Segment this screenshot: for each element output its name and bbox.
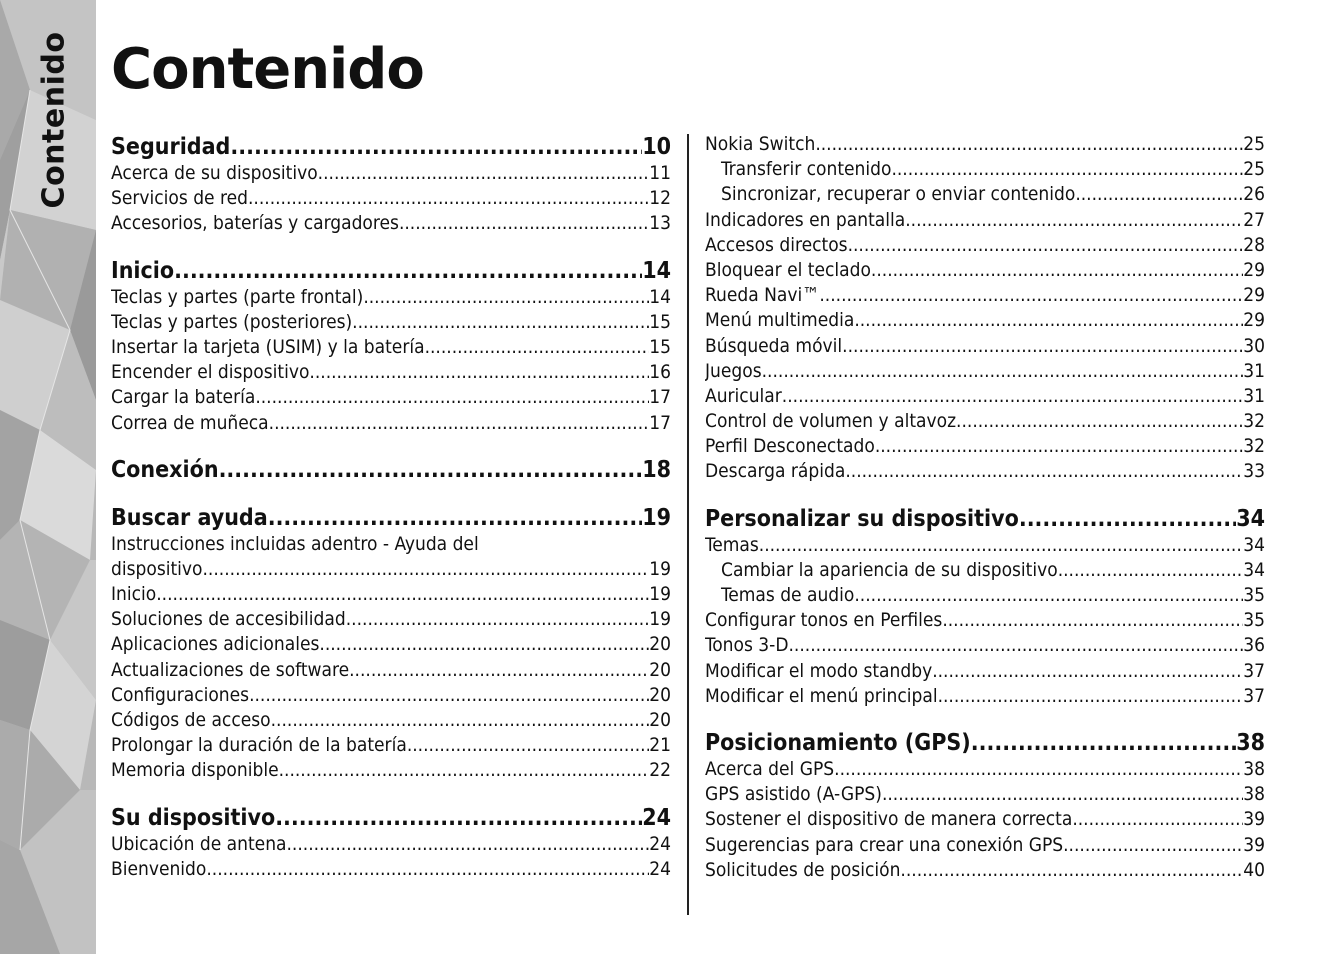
toc-entry[interactable] xyxy=(111,632,671,657)
toc-entry-title: Ubicación de antena xyxy=(111,832,287,855)
dot-leader xyxy=(206,857,649,882)
toc-entry[interactable] xyxy=(111,310,671,335)
toc-entry[interactable] xyxy=(111,385,671,410)
toc-entry[interactable] xyxy=(111,758,671,783)
toc-page-number: 25 xyxy=(1243,158,1265,181)
toc-entry-title: Solicitudes de posición xyxy=(705,858,901,881)
dot-leader xyxy=(762,359,1244,384)
dot-leader xyxy=(789,633,1244,658)
toc-entry[interactable] xyxy=(111,733,671,758)
toc-page-number: 38 xyxy=(1243,757,1265,780)
dot-leader xyxy=(942,608,1243,633)
toc-subentry[interactable] xyxy=(705,558,1265,583)
toc-page-number: 34 xyxy=(1243,533,1265,556)
toc-entry-title: Control de volumen y altavoz xyxy=(705,410,957,433)
toc-entry[interactable] xyxy=(705,132,1265,157)
toc-entry-title: Modificar el modo standby xyxy=(705,659,933,682)
toc-page-number: 32 xyxy=(1243,410,1265,433)
toc-subentry[interactable] xyxy=(705,157,1265,182)
toc-entry-title: Actualizaciones de software xyxy=(111,658,350,681)
toc-page-number: 24 xyxy=(649,857,671,880)
toc-page-number: 30 xyxy=(1243,334,1265,357)
dot-leader xyxy=(882,782,1243,807)
toc-right-column xyxy=(705,132,1265,883)
dot-leader xyxy=(871,258,1243,283)
toc-page-number: 34 xyxy=(1236,505,1265,532)
toc-page-number: 27 xyxy=(1243,208,1265,231)
dot-leader xyxy=(815,132,1243,157)
toc-page-number: 19 xyxy=(649,608,671,631)
toc-page-number: 20 xyxy=(649,658,671,681)
dot-leader xyxy=(156,582,649,607)
toc-left-column xyxy=(111,132,671,882)
toc-entry[interactable] xyxy=(705,384,1265,409)
toc-page-number: 35 xyxy=(1243,584,1265,606)
dot-leader xyxy=(854,583,1243,608)
toc-entry-title: Posicionamiento (GPS) xyxy=(705,729,971,756)
toc-entry[interactable] xyxy=(705,533,1265,558)
toc-entry[interactable] xyxy=(111,708,671,733)
dot-leader xyxy=(1075,182,1243,207)
toc-entry-title: Cargar la batería xyxy=(111,386,256,409)
toc-page-number: 39 xyxy=(1243,808,1265,831)
toc-page-number: 20 xyxy=(649,709,671,731)
dot-leader xyxy=(269,411,650,436)
toc-entry-title: Bienvenido xyxy=(111,857,207,880)
toc-entry-title: Aplicaciones adicionales xyxy=(111,633,320,656)
dot-leader xyxy=(352,310,649,335)
dot-leader xyxy=(268,504,643,532)
toc-page-number: 22 xyxy=(649,759,671,782)
toc-section-heading[interactable] xyxy=(111,133,671,161)
toc-entry[interactable] xyxy=(111,161,671,186)
toc-entry[interactable] xyxy=(705,208,1265,233)
dot-leader xyxy=(845,459,1243,484)
toc-page-number: 35 xyxy=(1243,609,1265,632)
toc-page-number: 17 xyxy=(649,411,671,434)
toc-page-number: 15 xyxy=(649,310,671,333)
toc-entry[interactable] xyxy=(705,684,1265,709)
toc-entry-title: Temas xyxy=(705,533,759,556)
dot-leader xyxy=(309,360,649,385)
toc-page-number: 19 xyxy=(649,557,671,580)
toc-page-number: 32 xyxy=(1243,435,1265,458)
toc-entry[interactable] xyxy=(111,186,671,211)
toc-entry-title: Acerca de su dispositivo xyxy=(111,162,318,184)
toc-entry-title: Conexión xyxy=(111,456,219,483)
dot-leader xyxy=(1072,807,1243,832)
dot-leader xyxy=(938,684,1244,709)
toc-entry[interactable] xyxy=(705,258,1265,283)
toc-entry-title: Configuraciones xyxy=(111,683,250,706)
dot-leader xyxy=(782,384,1243,409)
toc-entry-title: Nokia Switch xyxy=(705,133,816,155)
toc-entry-title: Seguridad xyxy=(111,134,231,160)
toc-page-number: 19 xyxy=(642,504,671,531)
toc-section-heading[interactable] xyxy=(111,257,671,285)
toc-entry[interactable] xyxy=(705,858,1265,883)
dot-leader xyxy=(848,233,1244,258)
dot-leader xyxy=(842,334,1243,359)
toc-page-number: 38 xyxy=(1236,729,1265,756)
sidebar-decoration xyxy=(0,0,96,954)
dot-leader xyxy=(834,757,1243,782)
toc-entry[interactable] xyxy=(705,334,1265,359)
toc-entry-title: Teclas y partes (parte frontal) xyxy=(111,285,364,308)
toc-page-number: 28 xyxy=(1243,233,1265,256)
dot-leader xyxy=(230,133,642,161)
dot-leader xyxy=(1019,505,1236,533)
dot-leader xyxy=(399,211,649,236)
toc-entry-title: Temas de audio xyxy=(721,584,855,606)
toc-entry-title: Prolongar la duración de la batería xyxy=(111,734,407,757)
dot-leader xyxy=(425,335,650,360)
toc-section-heading[interactable] xyxy=(111,456,671,484)
toc-section-heading[interactable] xyxy=(111,804,671,832)
dot-leader xyxy=(891,157,1243,182)
toc-page-number: 11 xyxy=(649,162,671,184)
dot-leader xyxy=(819,283,1243,308)
dot-leader xyxy=(248,186,649,211)
dot-leader xyxy=(956,409,1243,434)
toc-entry[interactable] xyxy=(705,633,1265,658)
toc-entry-title: Configurar tonos en Perfiles xyxy=(705,609,943,632)
dot-leader xyxy=(203,557,650,582)
toc-entry-title: Juegos xyxy=(705,359,762,382)
toc-page-number: 24 xyxy=(642,804,671,831)
toc-page-number: 15 xyxy=(649,335,671,358)
toc-entry-title: Bloquear el teclado xyxy=(705,258,871,281)
toc-entry-title: Acerca del GPS xyxy=(705,757,835,780)
toc-page-number: 38 xyxy=(1243,783,1265,806)
dot-leader xyxy=(407,733,649,758)
toc-page-number: 33 xyxy=(1243,460,1265,483)
dot-leader xyxy=(905,208,1243,233)
toc-entry[interactable] xyxy=(705,409,1265,434)
toc-page-number: 21 xyxy=(649,734,671,757)
toc-entry-title: Descarga rápida xyxy=(705,460,846,483)
toc-entry-title: Insertar la tarjeta (USIM) y la batería xyxy=(111,335,425,358)
toc-page-number: 37 xyxy=(1243,684,1265,707)
toc-entry-title: Correa de muñeca xyxy=(111,411,269,434)
toc-entry[interactable] xyxy=(111,832,671,857)
dot-leader xyxy=(1063,833,1243,858)
toc-entry[interactable] xyxy=(705,807,1265,832)
toc-page-number: 40 xyxy=(1243,858,1265,881)
dot-leader xyxy=(255,385,649,410)
dot-leader xyxy=(346,607,650,632)
toc-entry-title: Sugerencias para crear una conexión GPS xyxy=(705,833,1064,856)
dot-leader xyxy=(900,858,1243,883)
toc-page-number: 39 xyxy=(1243,833,1265,856)
toc-entry-title: Búsqueda móvil xyxy=(705,334,843,357)
toc-subentry[interactable] xyxy=(705,182,1265,207)
toc-entry-title: GPS asistido (A-GPS) xyxy=(705,783,882,806)
toc-entry-title: Encender el dispositivo xyxy=(111,361,310,384)
toc-entry[interactable] xyxy=(705,782,1265,807)
toc-subentry[interactable] xyxy=(705,583,1265,608)
toc-entry[interactable] xyxy=(111,683,671,708)
toc-entry[interactable] xyxy=(111,557,671,582)
toc-entry-title: Cambiar la apariencia de su dispositivo xyxy=(721,558,1058,581)
toc-entry[interactable] xyxy=(111,335,671,360)
sidebar-section-label: Contenido xyxy=(36,31,72,209)
toc-entry-title: Perfil Desconectado xyxy=(705,435,875,458)
toc-page-number: 26 xyxy=(1243,183,1265,206)
dot-leader xyxy=(363,285,649,310)
toc-entry-title: Accesorios, baterías y cargadores xyxy=(111,212,399,235)
toc-page-number: 12 xyxy=(649,187,671,210)
column-divider xyxy=(687,134,689,915)
toc-entry-title: Inicio xyxy=(111,583,157,606)
dot-leader xyxy=(971,729,1236,757)
page-title: Contenido xyxy=(111,37,424,102)
toc-entry-title: Personalizar su dispositivo xyxy=(705,505,1019,532)
toc-page-number: 29 xyxy=(1243,309,1265,332)
toc-entry[interactable] xyxy=(705,757,1265,782)
toc-entry-title: Menú multimedia xyxy=(705,309,855,332)
toc-entry-title: Memoria disponible xyxy=(111,759,279,782)
toc-page-number: 31 xyxy=(1243,359,1265,382)
toc-entry[interactable] xyxy=(111,582,671,607)
toc-page-number: 14 xyxy=(642,257,671,284)
toc-entry[interactable] xyxy=(705,608,1265,633)
toc-entry[interactable] xyxy=(111,857,671,882)
toc-entry[interactable] xyxy=(705,833,1265,858)
toc-entry-title: Sincronizar, recuperar o enviar contenido xyxy=(721,183,1076,206)
toc-entry-title: Su dispositivo xyxy=(111,804,276,831)
toc-entry[interactable] xyxy=(705,659,1265,684)
dot-leader xyxy=(932,659,1243,684)
toc-section-heading[interactable] xyxy=(705,729,1265,757)
toc-entry[interactable] xyxy=(705,459,1265,484)
toc-page-number: 17 xyxy=(649,386,671,409)
toc-entry-title: Indicadores en pantalla xyxy=(705,208,906,231)
toc-entry-title: Rueda Navi™ xyxy=(705,284,820,307)
toc-page-number: 18 xyxy=(642,456,671,483)
dot-leader xyxy=(174,257,642,285)
toc-page-number: 16 xyxy=(649,361,671,384)
toc-page-number: 25 xyxy=(1243,133,1265,155)
toc-page-number: 37 xyxy=(1243,659,1265,682)
toc-entry[interactable] xyxy=(111,658,671,683)
toc-page-number: 20 xyxy=(649,633,671,656)
dot-leader xyxy=(1058,558,1244,583)
toc-page-number: 10 xyxy=(642,134,671,160)
toc-text-line: Instrucciones incluidas adentro - Ayuda del xyxy=(111,532,479,555)
toc-entry-title: Modificar el menú principal xyxy=(705,684,938,707)
toc-entry[interactable] xyxy=(111,411,671,436)
toc-entry-title: Servicios de red xyxy=(111,187,248,210)
toc-entry-title: Transferir contenido xyxy=(721,158,892,181)
dot-leader xyxy=(275,804,642,832)
toc-entry-title: Tonos 3-D xyxy=(705,634,789,657)
toc-entry[interactable] xyxy=(705,434,1265,459)
toc-page-number: 20 xyxy=(649,683,671,706)
toc-entry[interactable] xyxy=(111,607,671,632)
dot-leader xyxy=(319,632,649,657)
toc-page-number: 34 xyxy=(1243,558,1265,581)
dot-leader xyxy=(349,658,649,683)
dot-leader xyxy=(854,308,1243,333)
toc-entry-title: Accesos directos xyxy=(705,233,848,256)
toc-entry[interactable] xyxy=(111,360,671,385)
toc-entry-title: Soluciones de accesibilidad xyxy=(111,608,346,631)
toc-page-number: 29 xyxy=(1243,258,1265,281)
toc-entry-title: Sostener el dispositivo de manera correcta xyxy=(705,808,1073,831)
toc-entry[interactable] xyxy=(705,308,1265,333)
dot-leader xyxy=(219,456,643,484)
toc-entry-title: Teclas y partes (posteriores) xyxy=(111,310,353,333)
toc-entry-title: Buscar ayuda xyxy=(111,504,268,531)
toc-page-number: 19 xyxy=(649,583,671,606)
dot-leader xyxy=(271,708,650,733)
toc-entry[interactable] xyxy=(111,211,671,236)
dot-leader xyxy=(287,832,650,857)
toc-page-number: 29 xyxy=(1243,284,1265,307)
toc-entry-title: Códigos de acceso xyxy=(111,709,271,731)
toc-section-heading[interactable] xyxy=(111,504,671,532)
dot-leader xyxy=(279,758,650,783)
toc-page-number: 13 xyxy=(649,212,671,235)
toc-page-number: 24 xyxy=(649,832,671,855)
toc-entry[interactable] xyxy=(705,283,1265,308)
toc-entry-title: dispositivo xyxy=(111,557,203,580)
toc-page-number: 36 xyxy=(1243,634,1265,657)
dot-leader xyxy=(875,434,1243,459)
toc-entry[interactable] xyxy=(705,359,1265,384)
toc-page-number: 31 xyxy=(1243,384,1265,407)
toc-section-heading[interactable] xyxy=(705,505,1265,533)
dot-leader xyxy=(318,161,650,186)
toc-entry[interactable] xyxy=(111,285,671,310)
toc-entry-title: Auricular xyxy=(705,384,782,407)
dot-leader xyxy=(249,683,649,708)
toc-entry[interactable] xyxy=(705,233,1265,258)
dot-leader xyxy=(759,533,1243,558)
toc-entry-title: Inicio xyxy=(111,257,175,284)
toc-page-number: 14 xyxy=(649,285,671,308)
